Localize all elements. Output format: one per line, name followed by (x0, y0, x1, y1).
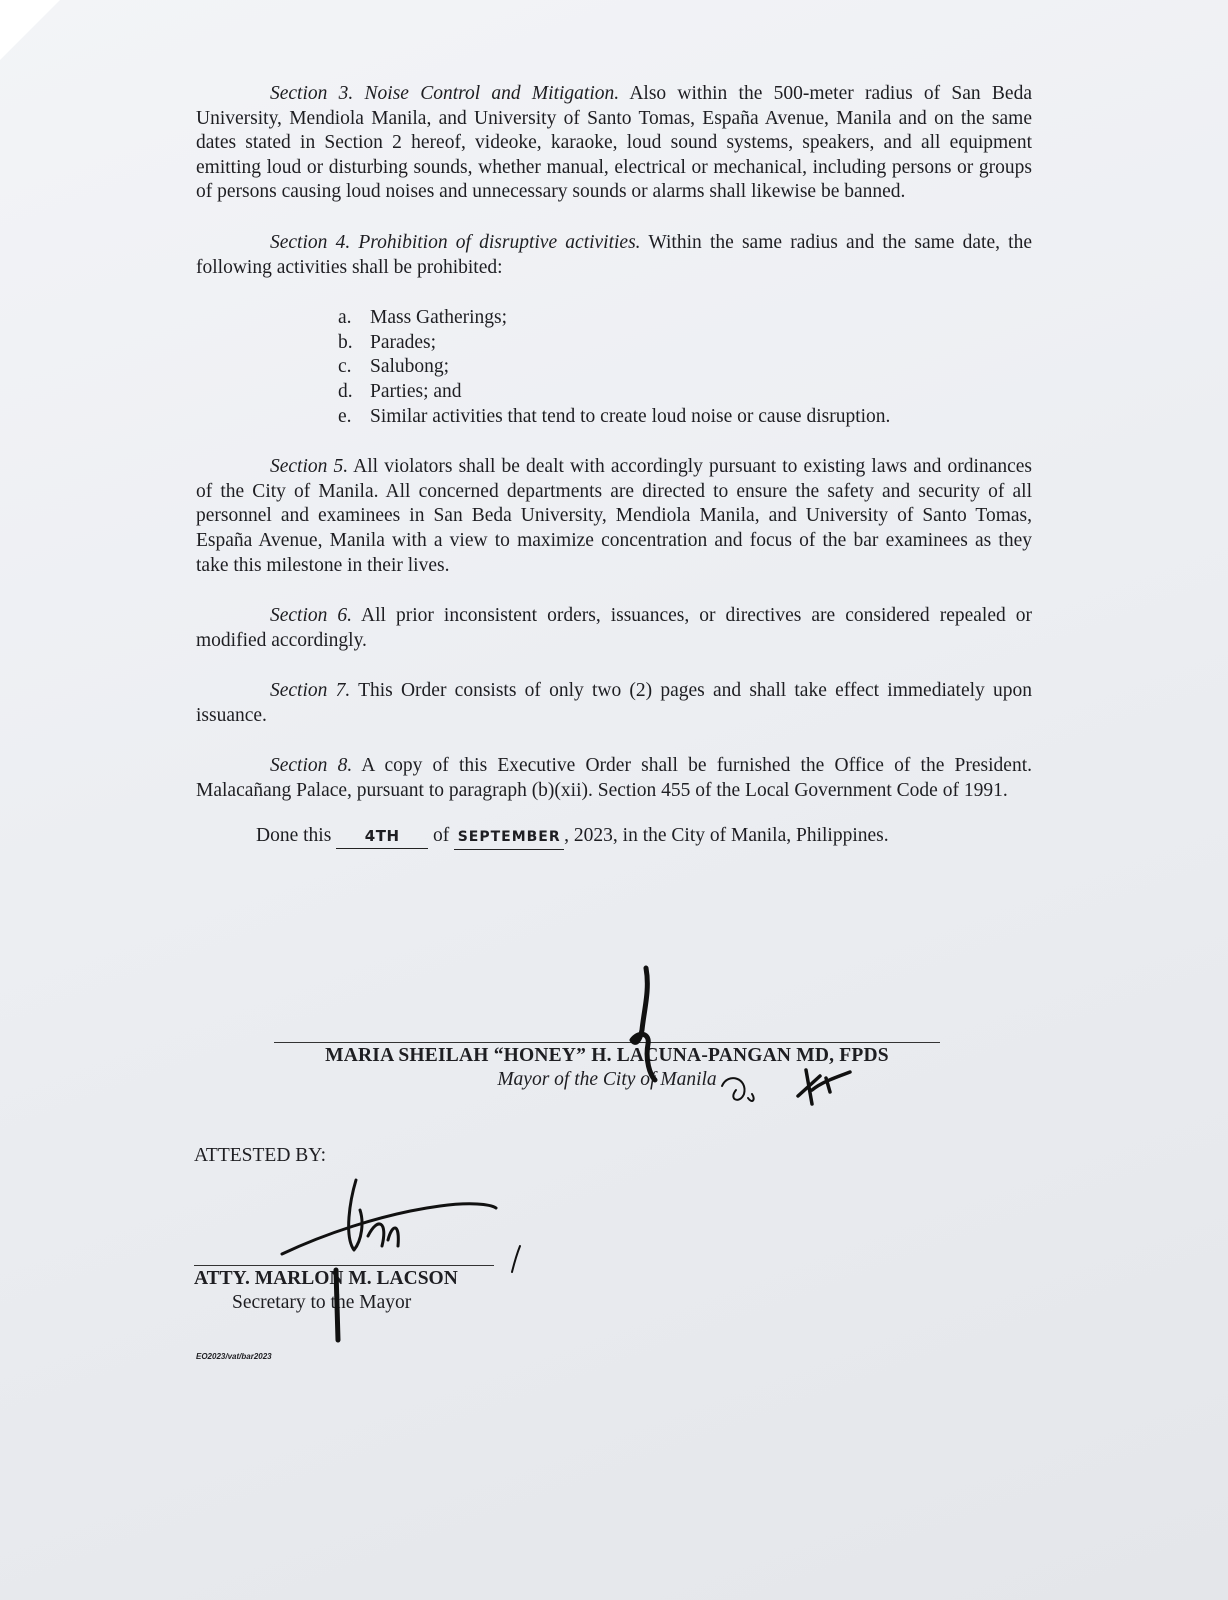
section-6 (196, 604, 1032, 653)
list-item (338, 380, 1032, 405)
done-prefix: Done this (256, 824, 332, 846)
secretary-title: Secretary to the Mayor (232, 1292, 412, 1313)
list-marker: c. (338, 356, 352, 378)
page-fold-corner (0, 0, 60, 60)
mayor-title: Mayor of the City of Manila (497, 1069, 717, 1090)
secretary-name: ATTY. MARLON M. LACSON (194, 1268, 458, 1289)
list-item (338, 355, 1032, 380)
secretary-signature-block (194, 1265, 494, 1314)
section-8-body: A copy of this Executive Order shall be furnished the Office of the President. Malacañang Palace, pursuant to paragraph (b)(xii). Section 455 of the Local Government Code of 1991. (196, 755, 1032, 802)
list-item (338, 331, 1032, 356)
section-7-body: This Order consists of only two (2) pages and shall take effect immediately upon issuance. (196, 680, 1032, 726)
list-marker: b. (338, 331, 353, 353)
handwritten-day: 4TH (336, 824, 428, 850)
list-item-text: Parades; (370, 331, 437, 353)
section-6-body: All prior inconsistent orders, issuances, or directives are considered repealed or modified accordingly. (196, 605, 1033, 651)
list-item-text: Parties; and (370, 380, 462, 402)
section-3-body: Also within the 500-meter radius of San Beda University, Mendiola Manila, and University of Santo Tomas, España Avenue, Manila and on the same dates stated in Section 2 hereof, videoke, karaoke, loud sound systems, speakers, and all equipment emitting loud or disturbing sounds, whether manual, electrical or mechanical, including persons or groups of persons causing loud noises and unnecessary sounds or alarms shall likewise be banned. (196, 83, 1032, 203)
section-3-heading: Section 3. Noise Control and Mitigation. (270, 83, 620, 104)
section-4-heading: Section 4. Prohibition of disruptive activities. (270, 231, 641, 253)
secretary-signature (282, 1180, 496, 1254)
section-5-heading: Section 5. (270, 456, 349, 478)
list-item-text: Salubong; (370, 356, 450, 378)
done-of: of (433, 824, 450, 846)
section-7 (196, 679, 1032, 728)
list-item-text: Mass Gatherings; (370, 307, 508, 329)
attested-by-label: ATTESTED BY: (194, 1145, 326, 1166)
document-code: EO2023/vat/bar2023 (196, 1352, 272, 1361)
signature-line (274, 1042, 940, 1043)
list-item-text: Similar activities that tend to create loud noise or cause disruption. (370, 405, 891, 427)
done-suffix: , 2023, in the City of Manila, Philippines. (564, 824, 889, 846)
list-item (338, 405, 1032, 430)
prohibited-activities-list (338, 306, 1032, 429)
section-3 (196, 82, 1032, 205)
section-8-heading: Section 8. (270, 755, 353, 777)
mayor-signature-block (274, 1042, 940, 1091)
section-4 (196, 231, 1032, 280)
document-body (196, 82, 1032, 850)
section-7-heading: Section 7. (270, 680, 351, 702)
initial-mark (512, 1246, 520, 1272)
section-5 (196, 455, 1032, 578)
list-marker: a. (338, 307, 352, 329)
list-marker: d. (338, 380, 353, 402)
handwritten-month: SEPTEMBER (454, 825, 564, 851)
section-6-heading: Section 6. (270, 605, 353, 627)
signature-line (194, 1265, 494, 1266)
section-4-body: Within the same radius and the same date, the following activities shall be prohibited: (196, 231, 1032, 278)
section-5-body: All violators shall be dealt with accordingly pursuant to existing laws and ordinances of the City of Manila. All concerned departments are directed to ensure the safety and security of all personnel and examinees in San Beda University, Mendiola Manila, and University of Santo Tomas, España Avenue, Manila with a view to maximize concentration and focus of the bar examinees as they take this milestone in their lives. (196, 456, 1032, 576)
list-marker: e. (338, 405, 352, 427)
done-this-line (256, 824, 1032, 851)
list-item (338, 306, 1032, 331)
section-8 (196, 754, 1032, 803)
mayor-name: MARIA SHEILAH “HONEY” H. LACUNA-PANGAN MD, FPDS (325, 1045, 889, 1066)
